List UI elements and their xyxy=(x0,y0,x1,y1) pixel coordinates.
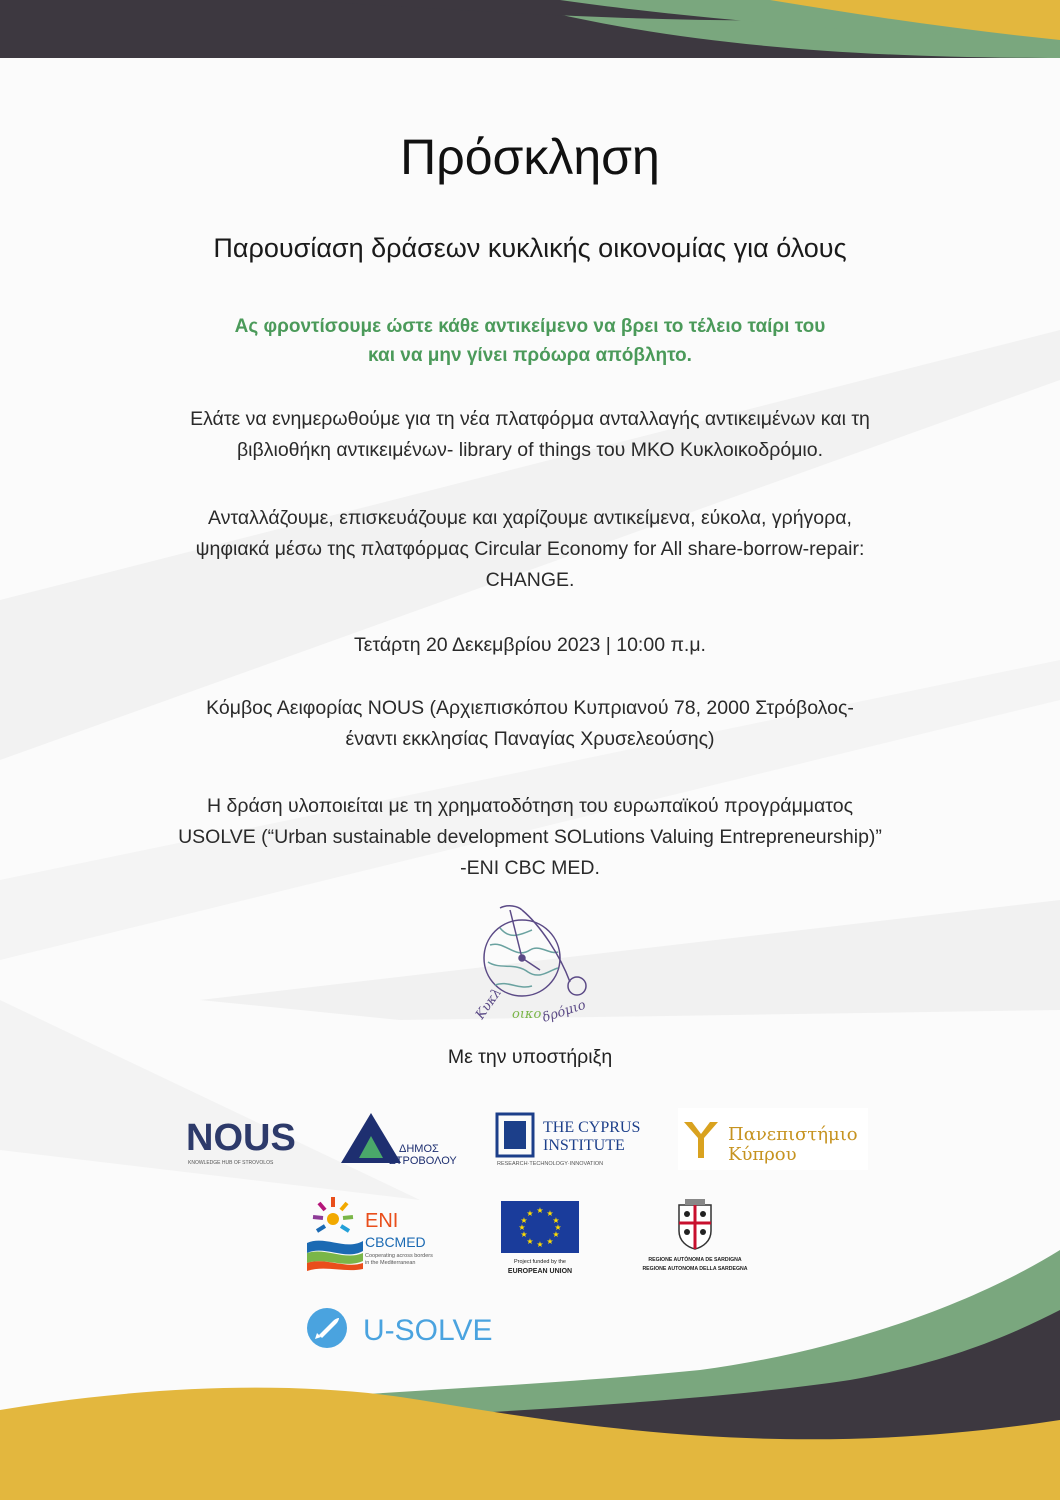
support-label: Με την υποστήριξη xyxy=(447,1046,613,1068)
text-line: Ελάτε να ενημερωθούμε για τη νέα πλατφόρμα ανταλλαγής αντικειμένων και τη xyxy=(190,408,870,430)
sardegna-coat-of-arms-icon xyxy=(679,1199,711,1249)
svg-text:★: ★ xyxy=(546,1237,554,1246)
eu-line1: Project funded by the xyxy=(514,1259,566,1265)
penny-farthing-icon xyxy=(484,906,586,996)
slogan xyxy=(0,312,1060,370)
text-line: Τετάρτη 20 Δεκεμβρίου 2023 | 10:00 π.μ. xyxy=(354,634,706,656)
strovolos-logo xyxy=(335,1108,475,1168)
logo-text-c: δρόμιο xyxy=(540,997,588,1026)
ucy-line2: Κύπρου xyxy=(728,1144,797,1165)
event-date xyxy=(60,630,1000,661)
page-subtitle: Παρουσίαση δράσεων κυκλικής οικονομίας για όλους xyxy=(213,233,847,263)
svg-text:★: ★ xyxy=(520,1230,528,1239)
eni-line1: ENI xyxy=(365,1210,399,1232)
cyprus-institute-logo xyxy=(495,1110,650,1168)
svg-text:★: ★ xyxy=(518,1223,526,1232)
eni-tagline1: Cooperating across borders xyxy=(365,1253,433,1259)
sardegna-line1: REGIONE AUTÒNOMA DE SARDIGNA xyxy=(648,1257,742,1263)
text-line: βιβλιοθήκη αντικειμένων- library of things του ΜΚΟ Κυκλοικοδρόμιο. xyxy=(236,439,824,461)
usolve-name: U-SOLVE xyxy=(363,1314,493,1347)
text-line: CHANGE. xyxy=(485,569,575,591)
logo-text-a: Κυκλ xyxy=(472,985,506,1023)
sardegna-logo xyxy=(625,1197,765,1279)
svg-text:★: ★ xyxy=(552,1230,560,1239)
eni-tagline2: in the Mediterranean xyxy=(365,1260,416,1266)
slogan-line: Ας φροντίσουμε ώστε κάθε αντικείμενο να βρει το τέλειο ταίρι του xyxy=(234,316,826,337)
logo-text-b: οικο xyxy=(512,1007,542,1022)
ci-line2: INSTITUTE xyxy=(543,1137,625,1154)
nous-name: NOUS xyxy=(186,1117,296,1159)
strovolos-line2: ΣΤΡΟΒΟΛΟΥ xyxy=(389,1155,457,1167)
svg-text:★: ★ xyxy=(520,1216,528,1225)
svg-text:★: ★ xyxy=(526,1209,534,1218)
svg-text:★: ★ xyxy=(546,1209,554,1218)
intro-paragraph xyxy=(60,404,1000,466)
funding-note xyxy=(60,791,1000,884)
eu-flag-logo xyxy=(495,1197,585,1277)
text-line: έναντι εκκλησίας Παναγίας Χρυσελεούσης) xyxy=(345,728,715,750)
description-paragraph xyxy=(60,503,1000,596)
ci-line1: THE CYPRUS xyxy=(543,1119,641,1136)
svg-text:★: ★ xyxy=(552,1216,560,1225)
text-line: -ENI CBC MED. xyxy=(460,857,600,879)
university-of-cyprus-logo xyxy=(678,1108,868,1170)
page-title: Πρόσκληση xyxy=(400,129,660,185)
eu-line2: EUROPEAN UNION xyxy=(507,1268,573,1275)
text-line: Ανταλλάζουμε, επισκευάζουμε και χαρίζουμε αντικείμενα, εύκολα, γρήγορα, xyxy=(208,507,852,529)
sardegna-line2: REGIONE AUTONOMA DELLA SARDEGNA xyxy=(642,1266,748,1272)
eni-sun-icon xyxy=(313,1197,353,1231)
slogan-line: και να μην γίνει πρόωρα απόβλητο. xyxy=(368,345,692,366)
eni-line2: CBCMED xyxy=(365,1234,426,1250)
text-line: USOLVE (“Urban sustainable development SOLutions Valuing Entrepreneurship)” xyxy=(178,826,882,848)
text-line: Κόμβος Αειφορίας NOUS (Αρχιεπισκόπου Κυπριανού 78, 2000 Στρόβολος- xyxy=(206,697,854,719)
usolve-logo xyxy=(303,1303,508,1353)
event-location xyxy=(60,693,1000,755)
ci-tagline: RESEARCH·TECHNOLOGY·INNOVATION xyxy=(497,1161,604,1167)
svg-text:★: ★ xyxy=(554,1223,562,1232)
eni-cbcmed-logo xyxy=(305,1195,455,1275)
nous-tagline: KNOWLEDGE HUB OF STROVOLOS xyxy=(188,1160,274,1166)
ucy-line1: Πανεπιστήμιο xyxy=(728,1124,858,1145)
strovolos-line1: ΔΗΜΟΣ xyxy=(399,1143,439,1155)
text-line: Η δράση υλοποιείται με τη χρηματοδότηση του ευρωπαϊκού προγράμματος xyxy=(207,795,853,817)
svg-text:★: ★ xyxy=(536,1206,544,1215)
text-line: ψηφιακά μέσω της πλατφόρμας Circular Economy for All share-borrow-repair: xyxy=(195,538,865,560)
nous-logo xyxy=(180,1110,310,1170)
svg-text:★: ★ xyxy=(536,1240,544,1249)
kykloikodromio-logo xyxy=(470,900,605,1030)
svg-text:★: ★ xyxy=(526,1237,534,1246)
